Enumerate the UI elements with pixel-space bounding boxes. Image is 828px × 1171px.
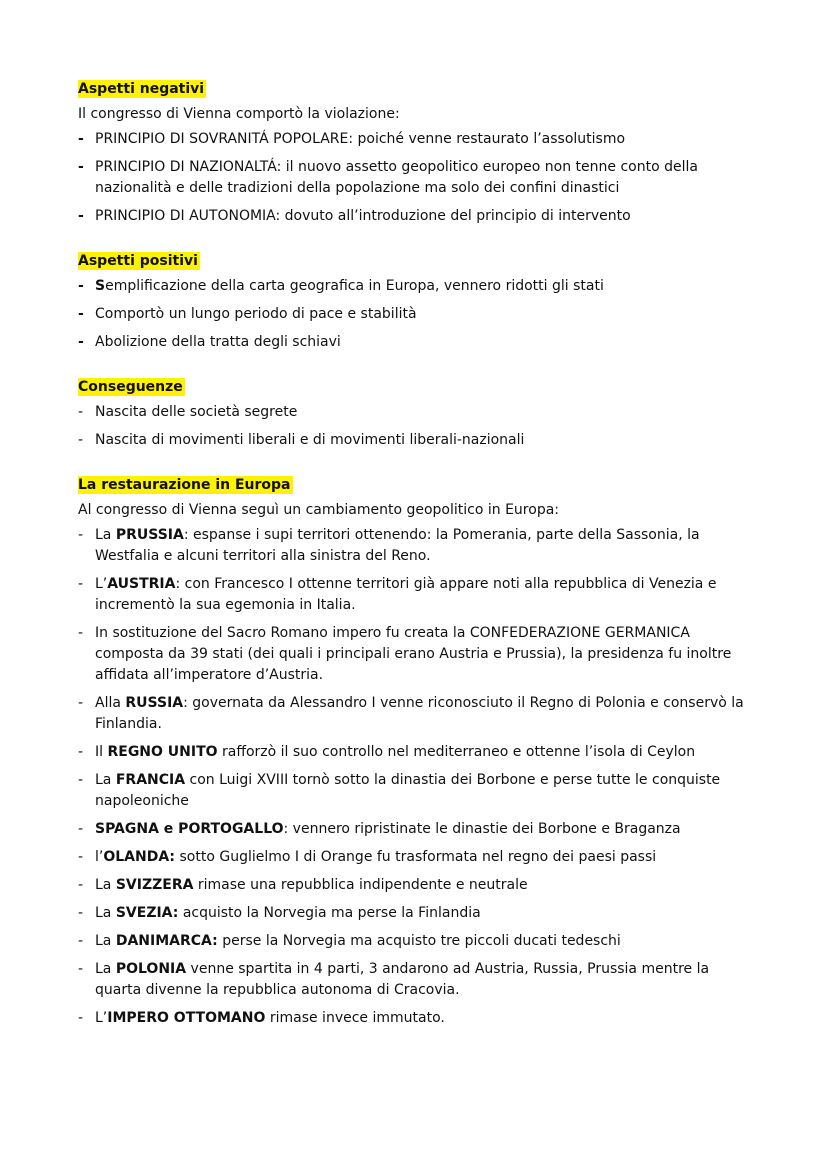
dash-bullet: - bbox=[78, 933, 84, 949]
section-heading: Aspetti negativi bbox=[78, 81, 205, 97]
list-item bbox=[78, 693, 758, 735]
dash-bullet: - bbox=[78, 877, 84, 893]
dash-bullet: - bbox=[78, 821, 84, 837]
item-text: rimase invece immutato. bbox=[265, 1010, 445, 1026]
list-item bbox=[78, 819, 758, 840]
dash-bullet: - bbox=[78, 695, 84, 711]
dash-bullet: - bbox=[78, 306, 84, 322]
dash-bullet: - bbox=[78, 278, 84, 294]
dash-bullet: - bbox=[78, 905, 84, 921]
item-prefix: La bbox=[95, 527, 116, 543]
list-item bbox=[78, 1008, 758, 1029]
item-prefix: Il bbox=[95, 744, 108, 760]
bullet-list bbox=[78, 276, 758, 353]
list-item bbox=[78, 903, 758, 924]
item-text: In sostituzione del Sacro Romano impero fu creata la CONFEDERAZIONE GERMANICA composta da 39 stati (dei quali i principali erano Austria e Prussia), la presidenza fu inoltre affidata all’imperatore d’Austria. bbox=[95, 625, 732, 683]
bullet-list bbox=[78, 525, 758, 1029]
item-text: rafforzò il suo controllo nel mediterraneo e ottenne l’isola di Ceylon bbox=[217, 744, 696, 760]
list-item bbox=[78, 157, 758, 199]
list-item bbox=[78, 276, 758, 297]
item-text: PRINCIPIO DI NAZIONALTÁ: il nuovo assetto geopolitico europeo non tenne conto della nazionalità e delle tradizioni della popolazione ma solo dei confini dinastici bbox=[95, 159, 698, 196]
item-text: Nascita delle società segrete bbox=[95, 404, 298, 420]
item-text: perse la Norvegia ma acquisto tre piccoli ducati tedeschi bbox=[217, 933, 621, 949]
item-bold: S bbox=[95, 278, 106, 294]
document-page bbox=[78, 78, 758, 1052]
item-prefix: La bbox=[95, 877, 116, 893]
list-item bbox=[78, 623, 758, 686]
section-aspetti-positivi bbox=[78, 250, 758, 353]
item-prefix: La bbox=[95, 772, 116, 788]
item-bold: RUSSIA bbox=[125, 695, 184, 711]
section-intro: Al congresso di Vienna seguì un cambiamento geopolitico in Europa: bbox=[78, 502, 559, 518]
dash-bullet: - bbox=[78, 334, 84, 350]
dash-bullet: - bbox=[78, 159, 84, 175]
item-prefix: L’ bbox=[95, 576, 108, 592]
item-bold: POLONIA bbox=[115, 961, 187, 977]
item-text: : vennero ripristinate le dinastie dei Borbone e Braganza bbox=[283, 821, 681, 837]
item-bold: AUSTRIA bbox=[107, 576, 176, 592]
bullet-list bbox=[78, 402, 758, 451]
section-heading: Aspetti positivi bbox=[78, 253, 198, 269]
item-bold: PRUSSIA bbox=[115, 527, 184, 543]
dash-bullet: - bbox=[78, 576, 84, 592]
item-text: acquisto la Norvegia ma perse la Finlandia bbox=[178, 905, 481, 921]
item-prefix: La bbox=[95, 933, 116, 949]
list-item bbox=[78, 574, 758, 616]
item-prefix: La bbox=[95, 905, 116, 921]
section-aspetti-negativi bbox=[78, 78, 758, 227]
item-bold: REGNO UNITO bbox=[107, 744, 218, 760]
item-bold: SPAGNA e PORTOGALLO bbox=[95, 821, 284, 837]
dash-bullet: - bbox=[78, 208, 84, 224]
dash-bullet: - bbox=[78, 849, 84, 865]
item-prefix: l’ bbox=[95, 849, 104, 865]
dash-bullet: - bbox=[78, 961, 84, 977]
bullet-list bbox=[78, 129, 758, 227]
item-prefix: La bbox=[95, 961, 116, 977]
item-text: sotto Guglielmo I di Orange fu trasformata nel regno dei paesi passi bbox=[175, 849, 657, 865]
section-intro: Il congresso di Vienna comportò la violazione: bbox=[78, 106, 400, 122]
item-bold: IMPERO OTTOMANO bbox=[107, 1010, 266, 1026]
list-item bbox=[78, 847, 758, 868]
item-text: Nascita di movimenti liberali e di movimenti liberali-nazionali bbox=[95, 432, 525, 448]
list-item bbox=[78, 525, 758, 567]
item-text: Abolizione della tratta degli schiavi bbox=[95, 334, 341, 350]
item-bold: SVEZIA: bbox=[115, 905, 179, 921]
dash-bullet: - bbox=[78, 432, 84, 448]
dash-bullet: - bbox=[78, 527, 84, 543]
list-item bbox=[78, 304, 758, 325]
list-item bbox=[78, 742, 758, 763]
list-item bbox=[78, 875, 758, 896]
item-text: Comportò un lungo periodo di pace e stabilità bbox=[95, 306, 417, 322]
dash-bullet: - bbox=[78, 744, 84, 760]
list-item bbox=[78, 430, 758, 451]
list-item bbox=[78, 332, 758, 353]
list-item bbox=[78, 959, 758, 1001]
section-heading: La restaurazione in Europa bbox=[78, 477, 291, 493]
dash-bullet: - bbox=[78, 625, 84, 641]
list-item bbox=[78, 931, 758, 952]
item-text: : espanse i supi territori ottenendo: la Pomerania, parte della Sassonia, la Westfalia e alcuni territori alla sinistra del Reno. bbox=[95, 527, 700, 564]
item-bold: FRANCIA bbox=[115, 772, 186, 788]
item-text: PRINCIPIO DI SOVRANITÁ POPOLARE: poiché venne restaurato l’assolutismo bbox=[95, 131, 626, 147]
dash-bullet: - bbox=[78, 131, 84, 147]
list-item bbox=[78, 770, 758, 812]
dash-bullet: - bbox=[78, 772, 84, 788]
item-prefix: Alla bbox=[95, 695, 126, 711]
item-text: rimase una repubblica indipendente e neutrale bbox=[193, 877, 528, 893]
list-item bbox=[78, 206, 758, 227]
item-text: PRINCIPIO DI AUTONOMIA: dovuto all’introduzione del principio di intervento bbox=[95, 208, 631, 224]
item-bold: SVIZZERA bbox=[115, 877, 194, 893]
item-text: : con Francesco I ottenne territori già appare noti alla repubblica di Venezia e incrementò la sua egemonia in Italia. bbox=[95, 576, 717, 613]
list-item bbox=[78, 129, 758, 150]
section-restaurazione bbox=[78, 474, 758, 1029]
item-text: con Luigi XVIII tornò sotto la dinastia dei Borbone e perse tutte le conquiste napoleoniche bbox=[95, 772, 721, 809]
list-item bbox=[78, 402, 758, 423]
item-text: emplificazione della carta geografica in Europa, vennero ridotti gli stati bbox=[105, 278, 604, 294]
section-conseguenze bbox=[78, 376, 758, 451]
dash-bullet: - bbox=[78, 1010, 84, 1026]
item-text: : governata da Alessandro I venne riconosciuto il Regno di Polonia e conservò la Finlandia. bbox=[95, 695, 744, 732]
dash-bullet: - bbox=[78, 404, 84, 420]
item-bold: OLANDA: bbox=[103, 849, 176, 865]
item-text: venne spartita in 4 parti, 3 andarono ad Austria, Russia, Prussia mentre la quarta divenne la repubblica autonoma di Cracovia. bbox=[95, 961, 710, 998]
item-prefix: L’ bbox=[95, 1010, 108, 1026]
item-bold: DANIMARCA: bbox=[115, 933, 218, 949]
section-heading: Conseguenze bbox=[78, 379, 183, 395]
